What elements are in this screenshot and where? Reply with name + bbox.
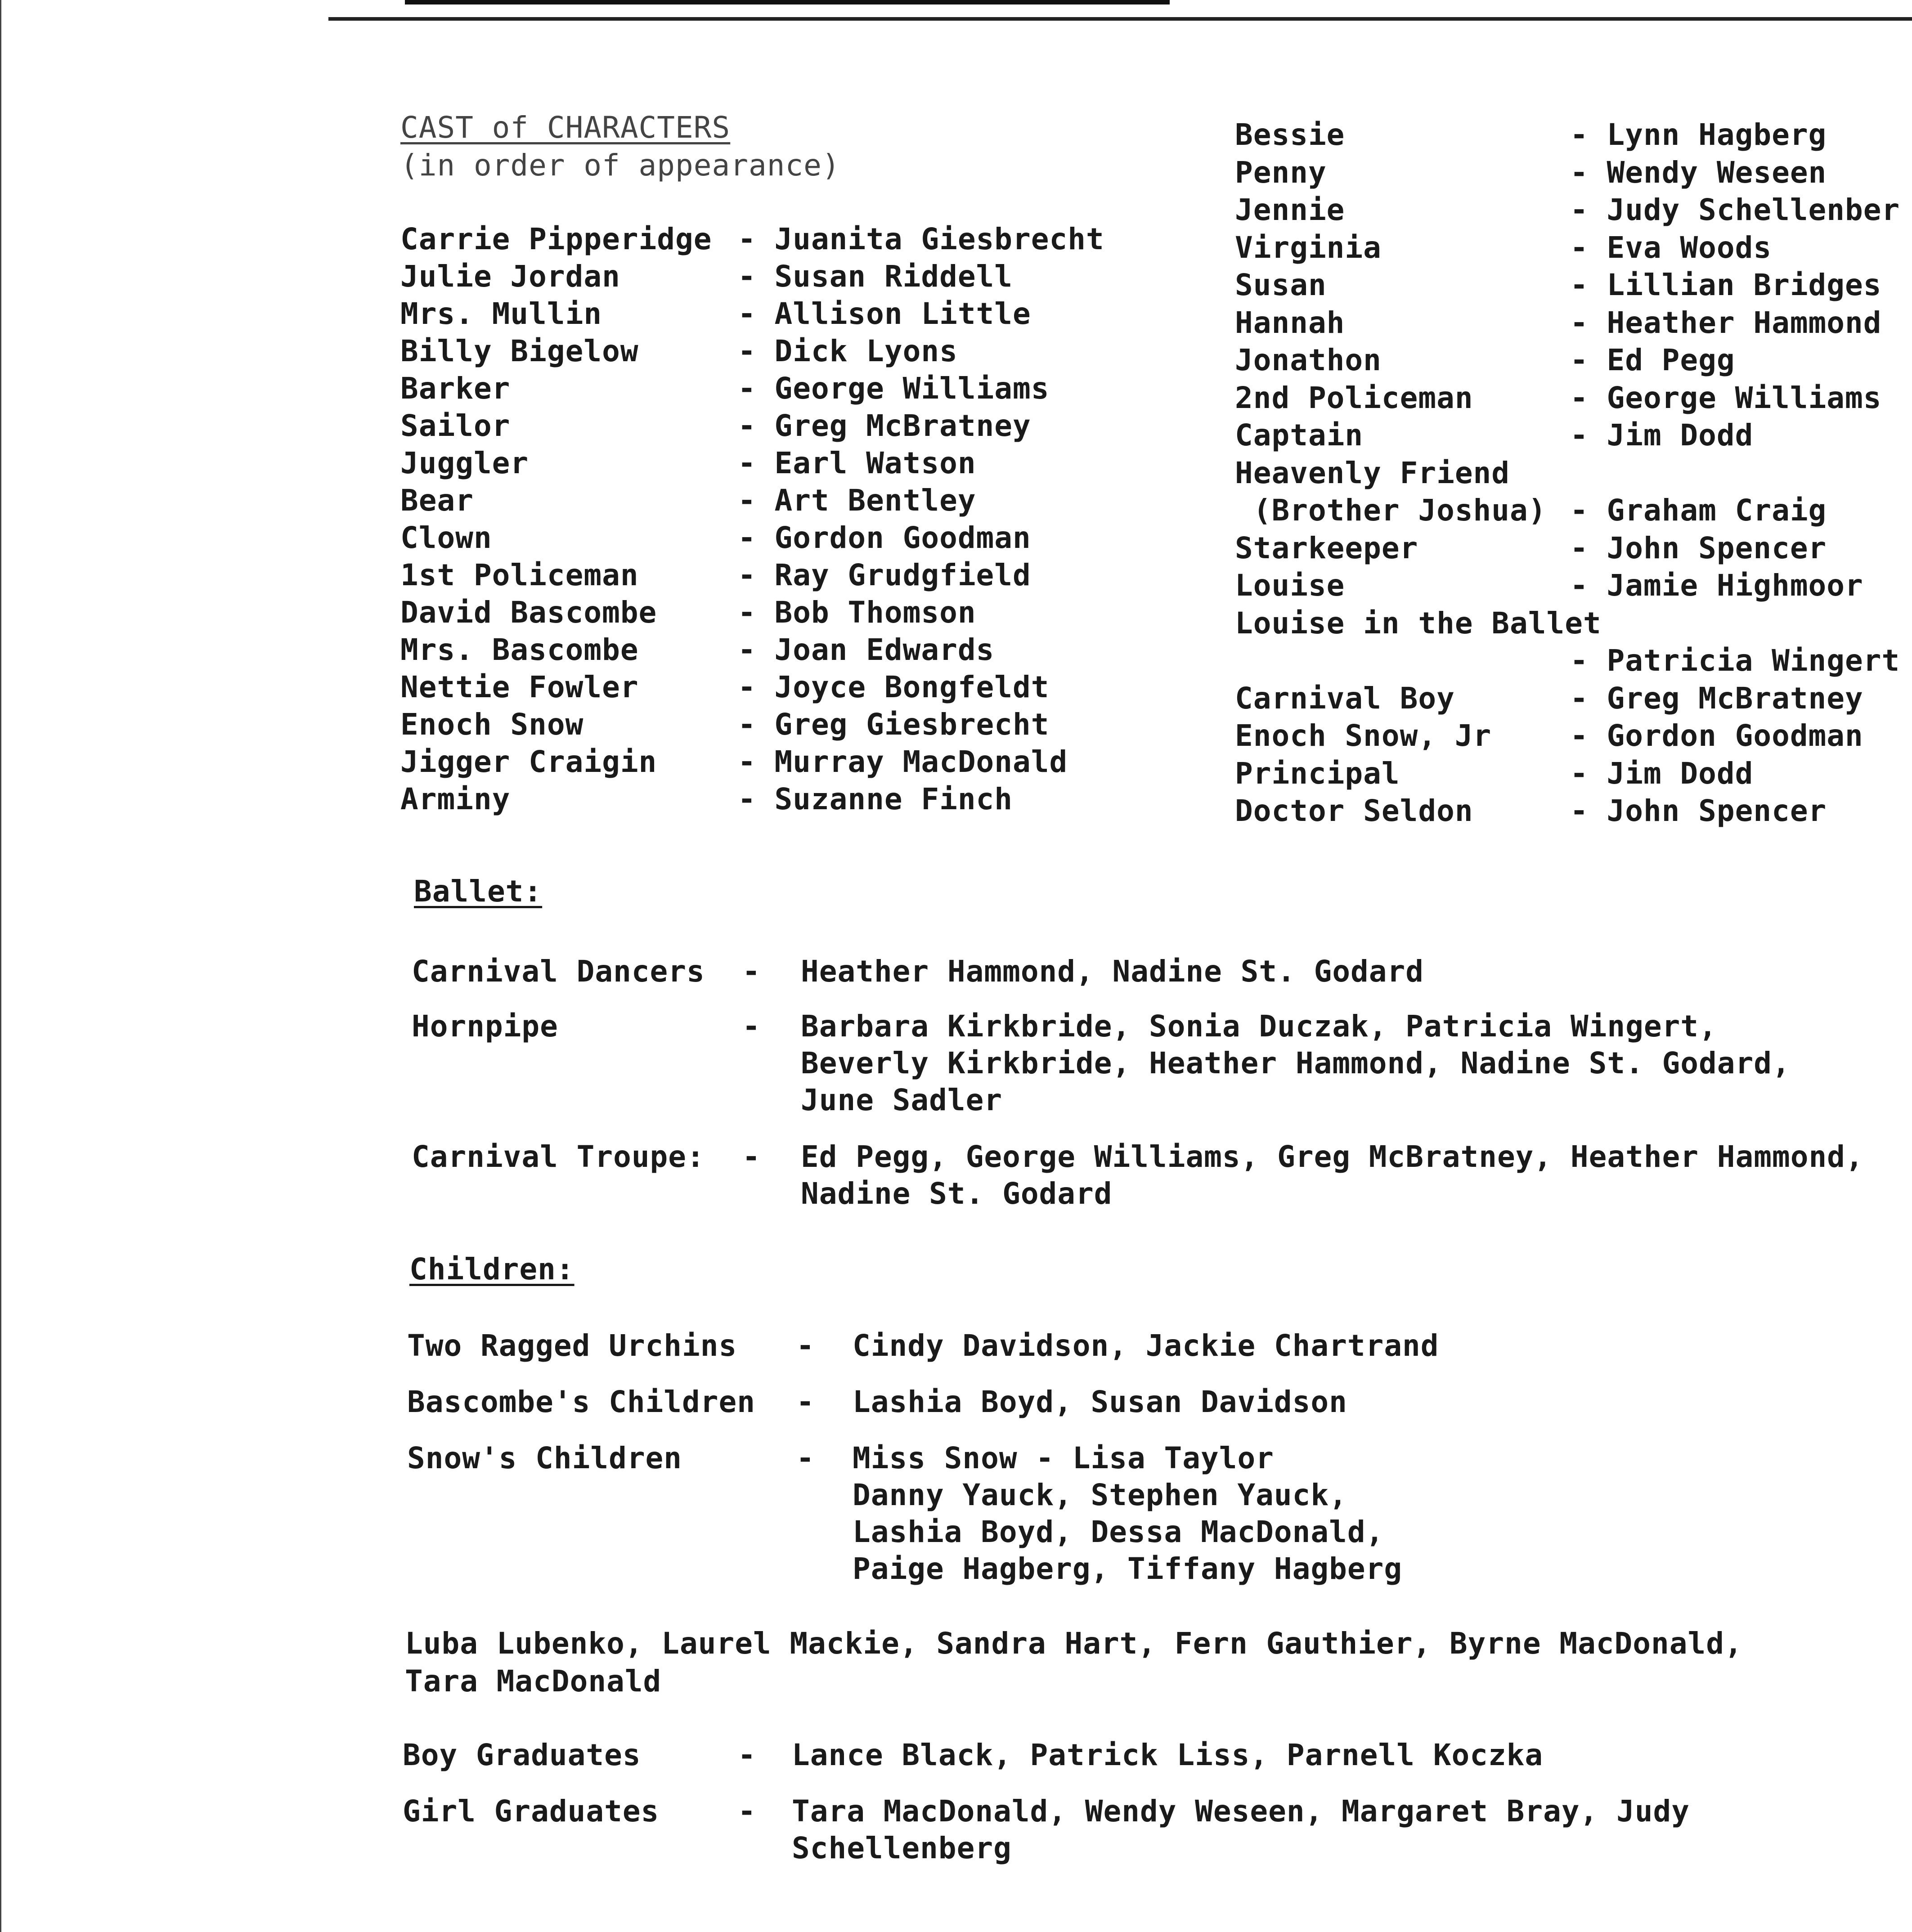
section-names-line: Danny Yauck, Stephen Yauck, <box>853 1478 1347 1512</box>
section-names-line: Beverly Kirkbride, Heather Hammond, Nadine St. Godard, <box>801 1046 1791 1080</box>
cast-actor: - Patricia Wingert <box>1570 643 1900 678</box>
cast-role: Mrs. Mullin <box>400 296 602 331</box>
section-dash: - <box>742 954 761 989</box>
cast-role: David Bascombe <box>400 595 657 630</box>
cast-actor: - Murray MacDonald <box>738 744 1068 779</box>
cast-actor: - Wendy Weseen <box>1570 155 1827 190</box>
cast-role: Nettie Fowler <box>400 670 639 704</box>
cast-role: Principal <box>1235 756 1400 791</box>
cast-role: Doctor Seldon <box>1235 793 1473 828</box>
cast-actor: - Greg McBratney <box>738 408 1031 443</box>
cast-actor: - Dick Lyons <box>738 334 958 368</box>
cast-role: Heavenly Friend <box>1235 455 1510 490</box>
cast-actor: - Bob Thomson <box>738 595 976 630</box>
cast-role: Susan <box>1235 268 1327 302</box>
children-heading: Children: <box>409 1252 574 1287</box>
section-role: Carnival Troupe: <box>412 1139 705 1174</box>
cast-role: Starkeeper <box>1235 530 1418 565</box>
cast-role: Carnival Boy <box>1235 681 1455 716</box>
cast-actor: - Allison Little <box>738 296 1031 331</box>
cast-actor: - Jim Dodd <box>1570 756 1754 791</box>
section-names-line: Tara MacDonald, Wendy Weseen, Margaret Bray, Judy <box>792 1794 1690 1829</box>
cast-role: Louise <box>1235 568 1345 603</box>
cast-role: Penny <box>1235 155 1327 190</box>
cast-role: Enoch Snow <box>400 707 584 742</box>
cast-role: (Brother Joshua) <box>1235 493 1547 528</box>
cast-role: 1st Policeman <box>400 558 639 592</box>
cast-actor: - Jim Dodd <box>1570 418 1754 453</box>
cast-actor: - Joan Edwards <box>738 632 995 667</box>
cast-actor: - Lynn Hagberg <box>1570 117 1827 152</box>
cast-actor: - Lillian Bridges <box>1570 268 1882 302</box>
section-role: Snow's Children <box>407 1441 682 1475</box>
section-names-line: Lashia Boyd, Dessa MacDonald, <box>853 1515 1384 1549</box>
section-dash: - <box>742 1009 761 1044</box>
cast-role: Captain <box>1235 418 1364 453</box>
cast-actor: - John Spencer <box>1570 793 1827 828</box>
children-extra-line-2: Tara MacDonald <box>405 1664 662 1699</box>
top-rule <box>328 17 1912 21</box>
section-names-line: Barbara Kirkbride, Sonia Duczak, Patricia Wingert, <box>801 1009 1717 1044</box>
cast-actor: - Judy Schellenber <box>1570 193 1900 227</box>
cast-actor: - Ray Grudgfield <box>738 558 1031 592</box>
cast-actor: - Juanita Giesbrecht <box>738 222 1104 256</box>
cast-role: Bear <box>400 483 474 518</box>
cast-subtitle: (in order of appearance) <box>400 148 840 183</box>
section-names-line: Ed Pegg, George Williams, Greg McBratney, Heather Hammond, <box>801 1139 1864 1174</box>
cast-actor: - Heather Hammond <box>1570 305 1882 340</box>
section-dash: - <box>738 1794 756 1829</box>
cast-role: Clown <box>400 520 492 555</box>
cast-actor: - Gordon Goodman <box>1570 718 1863 753</box>
section-dash: - <box>738 1738 756 1772</box>
cast-role: Sailor <box>400 408 511 443</box>
section-names-line: Cindy Davidson, Jackie Chartrand <box>853 1328 1439 1363</box>
cast-role: Arminy <box>400 782 511 816</box>
cast-role: 2nd Policeman <box>1235 380 1473 415</box>
cast-actor: - George Williams <box>1570 380 1882 415</box>
cast-actor: - Joyce Bongfeldt <box>738 670 1050 704</box>
section-names-line: Nadine St. Godard <box>801 1176 1113 1211</box>
top-rule-thick <box>405 0 1170 4</box>
cast-actor: - Susan Riddell <box>738 259 1013 294</box>
cast-role: Julie Jordan <box>400 259 620 294</box>
section-names-line: June Sadler <box>801 1083 1003 1117</box>
section-dash: - <box>796 1385 815 1419</box>
section-role: Boy Graduates <box>403 1738 641 1772</box>
section-role: Two Ragged Urchins <box>407 1328 737 1363</box>
cast-actor: - Greg Giesbrecht <box>738 707 1050 742</box>
cast-role: Virginia <box>1235 230 1382 265</box>
section-role: Carnival Dancers <box>412 954 705 989</box>
section-dash: - <box>742 1139 761 1174</box>
cast-actor: - Greg McBratney <box>1570 681 1863 716</box>
cast-title: CAST of CHARACTERS <box>400 110 731 145</box>
cast-role: Mrs. Bascombe <box>400 632 639 667</box>
cast-role: Louise in the Ballet <box>1235 605 1602 641</box>
section-names-line: Heather Hammond, Nadine St. Godard <box>801 954 1424 989</box>
section-names-line: Paige Hagberg, Tiffany Hagberg <box>853 1551 1403 1586</box>
children-extra-line-1: Luba Lubenko, Laurel Mackie, Sandra Hart, Fern Gauthier, Byrne MacDonald, <box>405 1626 1743 1661</box>
cast-role: Hannah <box>1235 305 1345 340</box>
cast-role: Carrie Pipperidge <box>400 222 712 256</box>
section-role: Bascombe's Children <box>407 1385 755 1419</box>
cast-role: Bessie <box>1235 117 1345 152</box>
cast-role: Jennie <box>1235 193 1345 227</box>
cast-actor: - Gordon Goodman <box>738 520 1031 555</box>
section-dash: - <box>796 1441 815 1475</box>
cast-role: Juggler <box>400 446 529 480</box>
cast-actor: - Eva Woods <box>1570 230 1772 265</box>
cast-role: Jigger Craigin <box>400 744 657 779</box>
cast-actor: - Graham Craig <box>1570 493 1827 528</box>
section-names-line: Lance Black, Patrick Liss, Parnell Koczka <box>792 1738 1544 1772</box>
section-names-line: Lashia Boyd, Susan Davidson <box>853 1385 1347 1419</box>
cast-role: Enoch Snow, Jr <box>1235 718 1492 753</box>
cast-actor: - Earl Watson <box>738 446 976 480</box>
section-names-line: Miss Snow - Lisa Taylor <box>853 1441 1274 1475</box>
cast-role: Jonathon <box>1235 343 1382 377</box>
cast-actor: - Jamie Highmoor <box>1570 568 1863 603</box>
section-role: Girl Graduates <box>403 1794 660 1829</box>
cast-role: Billy Bigelow <box>400 334 639 368</box>
cast-actor: - George Williams <box>738 371 1050 406</box>
ballet-heading: Ballet: <box>414 874 543 909</box>
cast-actor: - John Spencer <box>1570 530 1827 565</box>
section-names-line: Schellenberg <box>792 1831 1012 1865</box>
cast-actor: - Suzanne Finch <box>738 782 1013 816</box>
cast-role: Barker <box>400 371 511 406</box>
section-role: Hornpipe <box>412 1009 558 1044</box>
section-dash: - <box>796 1328 815 1363</box>
cast-actor: - Art Bentley <box>738 483 976 518</box>
cast-actor: - Ed Pegg <box>1570 343 1735 377</box>
